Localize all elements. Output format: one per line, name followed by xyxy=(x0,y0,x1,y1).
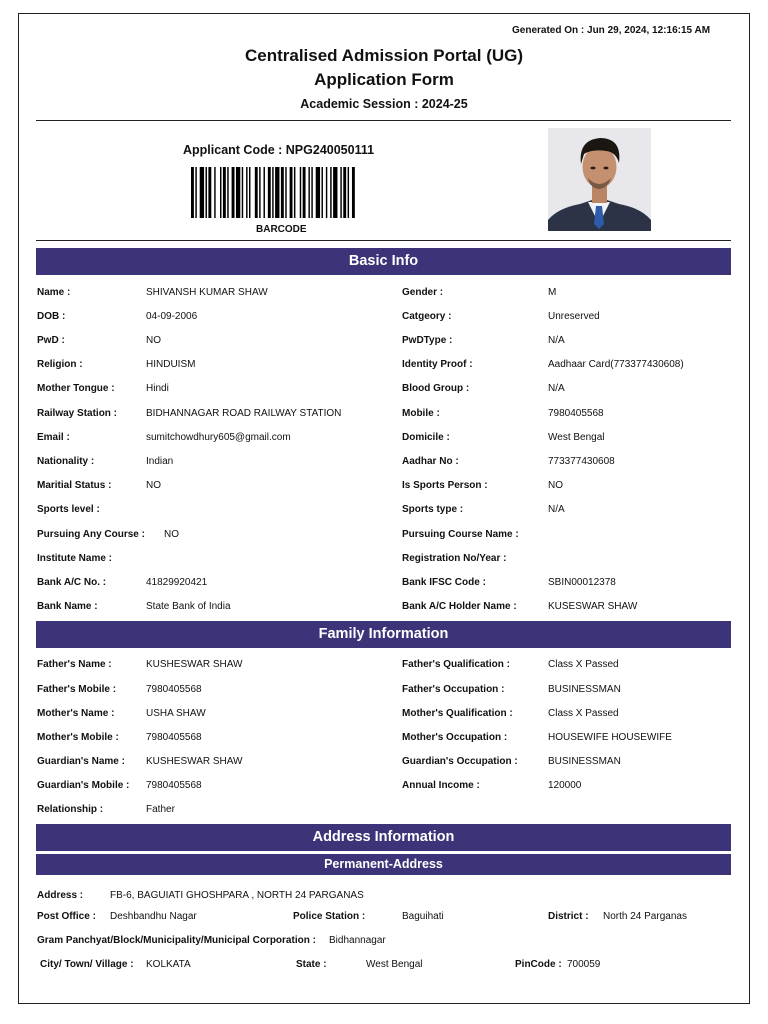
district-value: North 24 Parganas xyxy=(603,911,687,922)
account-holder-label: Bank A/C Holder Name : xyxy=(402,601,517,612)
mobile-label: Mobile : xyxy=(402,408,440,419)
barcode-bar xyxy=(294,167,295,218)
section-header-address-information: Address Information xyxy=(36,824,731,851)
identity-proof-value: Aadhaar Card(773377430608) xyxy=(548,359,684,370)
ifsc-value: SBIN00012378 xyxy=(548,577,616,588)
address-label: Address : xyxy=(37,890,84,901)
divider xyxy=(36,240,731,241)
pincode-value: 700059 xyxy=(567,959,601,970)
bank-account-value: 41829920421 xyxy=(146,577,208,588)
domicile-label: Domicile : xyxy=(402,432,450,443)
barcode-bar xyxy=(275,167,279,218)
pincode-label: PinCode : xyxy=(515,959,562,970)
annual-income-label: Annual Income : xyxy=(402,780,480,791)
barcode-bar xyxy=(272,167,273,218)
aadhar-label: Aadhar No : xyxy=(402,456,459,467)
form-title: Application Form xyxy=(314,70,454,89)
mother-qualification-value: Class X Passed xyxy=(548,708,619,719)
pursuing-course-name-label: Pursuing Course Name : xyxy=(402,529,519,540)
barcode-bar xyxy=(311,167,312,218)
subsection-header-permanent-address: Permanent-Address xyxy=(36,854,731,875)
barcode-bar xyxy=(326,167,327,218)
mother-qualification-label: Mother's Qualification : xyxy=(402,708,513,719)
portal-title: Centralised Admission Portal (UG) xyxy=(244,46,524,65)
guardian-name-value: KUSHESWAR SHAW xyxy=(146,756,243,767)
institute-name-label: Institute Name : xyxy=(37,553,113,564)
email-value: sumitchowdhury605@gmail.com xyxy=(146,432,291,443)
aadhar-value: 773377430608 xyxy=(548,456,615,467)
sports-type-value: N/A xyxy=(548,504,565,515)
mother-tongue-value: Hindi xyxy=(146,383,169,394)
barcode-bar xyxy=(303,167,306,218)
mother-occupation-value: HOUSEWIFE HOUSEWIFE xyxy=(548,732,672,743)
barcode-bar xyxy=(290,167,293,218)
mother-mobile-value: 7980405568 xyxy=(146,732,202,743)
barcode-bar xyxy=(195,167,196,218)
father-name-value: KUSHESWAR SHAW xyxy=(146,659,243,670)
marital-status-label: Maritial Status : xyxy=(37,480,112,491)
barcode-bar xyxy=(220,167,221,218)
gender-value: M xyxy=(548,287,557,298)
barcode-bar xyxy=(246,167,247,218)
father-qualification-value: Class X Passed xyxy=(548,659,619,670)
barcode-bar xyxy=(214,167,215,218)
relationship-value: Father xyxy=(146,804,175,815)
barcode-bar xyxy=(348,167,349,218)
name-label: Name : xyxy=(37,287,71,298)
barcode-bar xyxy=(285,167,286,218)
dob-value: 04-09-2006 xyxy=(146,311,198,322)
category-value: Unreserved xyxy=(548,311,600,322)
registration-no-label: Registration No/Year : xyxy=(402,553,507,564)
barcode-bar xyxy=(208,167,211,218)
pwd-type-label: PwDType : xyxy=(402,335,453,346)
domicile-value: West Bengal xyxy=(548,432,605,443)
barcode-bar xyxy=(316,167,320,218)
bank-name-value: State Bank of India xyxy=(146,601,231,612)
nationality-label: Nationality : xyxy=(37,456,95,467)
annual-income-value: 120000 xyxy=(548,780,582,791)
barcode-bar xyxy=(242,167,243,218)
barcode-bar xyxy=(259,167,260,218)
state-label: State : xyxy=(296,959,327,970)
barcode-bar xyxy=(340,167,341,218)
city-value: KOLKATA xyxy=(146,959,191,970)
railway-station-value: BIDHANNAGAR ROAD RAILWAY STATION xyxy=(146,408,342,419)
barcode-bar xyxy=(200,167,204,218)
barcode-bar xyxy=(322,167,323,218)
mother-mobile-label: Mother's Mobile : xyxy=(37,732,119,743)
bank-name-label: Bank Name : xyxy=(37,601,98,612)
guardian-mobile-label: Guardian's Mobile : xyxy=(37,780,130,791)
mobile-value: 7980405568 xyxy=(548,408,604,419)
barcode-bar xyxy=(300,167,301,218)
guardian-name-label: Guardian's Name : xyxy=(37,756,125,767)
guardian-mobile-value: 7980405568 xyxy=(146,780,202,791)
barcode-bar xyxy=(308,167,309,218)
sports-type-label: Sports type : xyxy=(402,504,464,515)
barcode-bar xyxy=(352,167,355,218)
barcode-bar xyxy=(264,167,265,218)
police-station-label: Police Station : xyxy=(293,911,366,922)
father-mobile-value: 7980405568 xyxy=(146,684,202,695)
city-label: City/ Town/ Village : xyxy=(40,959,134,970)
ifsc-label: Bank IFSC Code : xyxy=(402,577,486,588)
identity-proof-label: Identity Proof : xyxy=(402,359,473,370)
father-occupation-label: Father's Occupation : xyxy=(402,684,505,695)
barcode-bar xyxy=(227,167,228,218)
religion-label: Religion : xyxy=(37,359,83,370)
pursuing-course-value: NO xyxy=(164,529,179,540)
barcode-bar xyxy=(232,167,235,218)
barcode-bar xyxy=(223,167,226,218)
account-holder-value: KUSESWAR SHAW xyxy=(548,601,638,612)
father-occupation-value: BUSINESSMAN xyxy=(548,684,621,695)
divider xyxy=(36,120,731,121)
barcode-label: BARCODE xyxy=(256,224,307,235)
post-office-value: Deshbandhu Nagar xyxy=(110,911,197,922)
railway-station-label: Railway Station : xyxy=(37,408,118,419)
pwd-type-value: N/A xyxy=(548,335,565,346)
barcode-image xyxy=(191,167,397,218)
bank-account-label: Bank A/C No. : xyxy=(37,577,107,588)
guardian-occupation-value: BUSINESSMAN xyxy=(548,756,621,767)
police-station-value: Baguihati xyxy=(402,911,444,922)
barcode-bar xyxy=(236,167,240,218)
section-header-basic-info: Basic Info xyxy=(36,248,731,275)
pwd-label: PwD : xyxy=(37,335,65,346)
father-name-label: Father's Name : xyxy=(37,659,112,670)
marital-status-value: NO xyxy=(146,480,161,491)
blood-group-label: Blood Group : xyxy=(402,383,470,394)
district-label: District : xyxy=(548,911,589,922)
pursuing-course-label: Pursuing Any Course : xyxy=(37,529,145,540)
sports-person-label: Is Sports Person : xyxy=(402,480,488,491)
father-qualification-label: Father's Qualification : xyxy=(402,659,510,670)
relationship-label: Relationship : xyxy=(37,804,104,815)
barcode-bar xyxy=(268,167,271,218)
mother-occupation-label: Mother's Occupation : xyxy=(402,732,508,743)
mother-tongue-label: Mother Tongue : xyxy=(37,383,115,394)
gender-label: Gender : xyxy=(402,287,444,298)
gram-panchayat-value: Bidhannagar xyxy=(329,935,386,946)
barcode-bar xyxy=(206,167,207,218)
gram-panchayat-label: Gram Panchyat/Block/Municipality/Municipal Corporation : xyxy=(37,935,316,946)
barcode-bar xyxy=(330,167,331,218)
father-mobile-label: Father's Mobile : xyxy=(37,684,117,695)
sports-level-label: Sports level : xyxy=(37,504,100,515)
name-value: SHIVANSH KUMAR SHAW xyxy=(146,287,268,298)
guardian-occupation-label: Guardian's Occupation : xyxy=(402,756,518,767)
barcode-bar xyxy=(255,167,258,218)
sports-person-value: NO xyxy=(548,480,563,491)
category-label: Catgeory : xyxy=(402,311,452,322)
mother-name-value: USHA SHAW xyxy=(146,708,206,719)
address-value: FB-6, BAGUIATI GHOSHPARA , NORTH 24 PARGANAS xyxy=(110,890,364,901)
email-label: Email : xyxy=(37,432,70,443)
post-office-label: Post Office : xyxy=(37,911,96,922)
dob-label: DOB : xyxy=(37,311,66,322)
person-photo-icon xyxy=(548,128,651,231)
section-header-family-information: Family Information xyxy=(36,621,731,648)
applicant-photo xyxy=(548,128,651,231)
nationality-value: Indian xyxy=(146,456,174,467)
blood-group-value: N/A xyxy=(548,383,565,394)
barcode-bar xyxy=(343,167,346,218)
barcode-bar xyxy=(249,167,250,218)
academic-session: Academic Session : 2024-25 xyxy=(300,97,468,111)
generated-on: Generated On : Jun 29, 2024, 12:16:15 AM xyxy=(512,25,711,36)
applicant-code: Applicant Code : NPG240050111 xyxy=(183,143,375,157)
mother-name-label: Mother's Name : xyxy=(37,708,115,719)
barcode-bar xyxy=(191,167,194,218)
barcode-bar xyxy=(281,167,284,218)
pwd-value: NO xyxy=(146,335,161,346)
religion-value: HINDUISM xyxy=(146,359,196,370)
barcode-bar xyxy=(333,167,337,218)
state-value: West Bengal xyxy=(366,959,423,970)
